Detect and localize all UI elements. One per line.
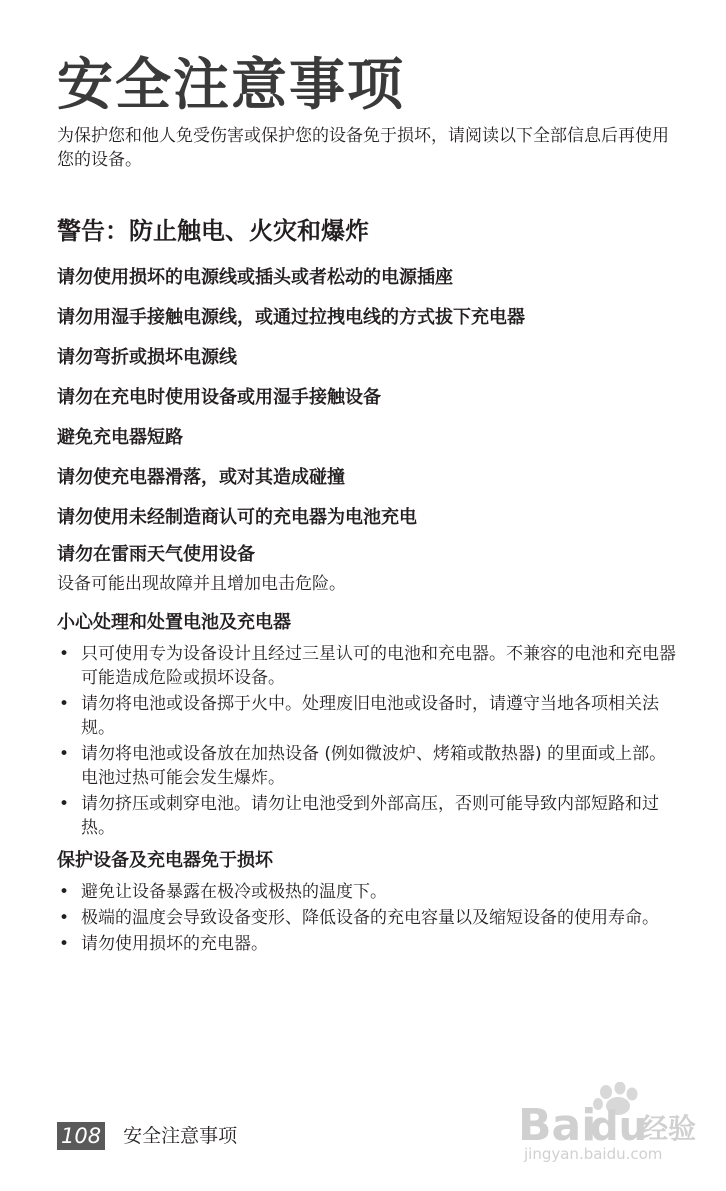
list-item <box>57 906 677 930</box>
list-item <box>57 792 677 840</box>
list-item-text: 请勿将电池或设备放在加热设备 (例如微波炉、烤箱或散热器) 的里面或上部。电池过热可能会发生爆炸。 <box>81 744 667 788</box>
warning-item: 请勿使用未经制造商认可的充电器为电池充电 <box>57 507 417 528</box>
protect-bullet-list <box>57 880 677 956</box>
page-number: 108 <box>57 1122 105 1150</box>
bullet-icon: • <box>59 744 70 764</box>
watermark-product: 经验 <box>640 1112 697 1145</box>
watermark-url: jingyan.baidu.com <box>524 1145 663 1163</box>
bullet-icon: • <box>59 694 70 714</box>
intro-text: 为保护您和他人免受伤害或保护您的设备免于损坏，请阅读以下全部信息后再使用您的设备。 <box>57 126 669 170</box>
warning-item: 请勿在充电时使用设备或用湿手接触设备 <box>57 387 381 408</box>
page-title: 安全注意事项 <box>57 53 405 118</box>
watermark-brand: Bai <box>518 1100 597 1151</box>
bullet-icon: • <box>59 644 70 664</box>
list-item <box>57 880 677 904</box>
warning-item: 请勿弯折或损坏电源线 <box>57 347 237 368</box>
battery-bullet-list <box>57 642 677 840</box>
baidu-jingyan-watermark <box>518 1082 698 1164</box>
bullet-icon: • <box>59 908 70 928</box>
list-item <box>57 642 677 690</box>
thunder-text: 设备可能出现故障并且增加电击危险。 <box>57 574 346 594</box>
warning-item: 避免充电器短路 <box>57 427 183 448</box>
page-footer <box>57 1122 237 1150</box>
thunder-title: 请勿在雷雨天气使用设备 <box>57 544 255 565</box>
list-item-text: 请勿使用损坏的充电器。 <box>81 934 268 954</box>
list-item <box>57 692 677 740</box>
watermark-brand-suffix: du <box>590 1104 648 1150</box>
list-item-text: 极端的温度会导致设备变形、降低设备的充电容量以及缩短设备的使用寿命。 <box>81 908 659 928</box>
list-item-text: 请勿挤压或刺穿电池。请勿让电池受到外部高压，否则可能导致内部短路和过热。 <box>81 794 659 838</box>
bullet-icon: • <box>59 794 70 814</box>
warning-heading: 警告：防止触电、火灾和爆炸 <box>57 217 369 245</box>
list-item-text: 请勿将电池或设备掷于火中。处理废旧电池或设备时，请遵守当地各项相关法规。 <box>81 694 659 738</box>
battery-section-title: 小心处理和处置电池及充电器 <box>57 612 291 633</box>
list-item <box>57 932 677 956</box>
protect-section-title: 保护设备及充电器免于损坏 <box>57 850 273 871</box>
bullet-icon: • <box>59 934 70 954</box>
list-item-text: 只可使用专为设备设计且经过三星认可的电池和充电器。不兼容的电池和充电器可能造成危险或损坏设备。 <box>81 644 676 688</box>
warning-item: 请勿使用损坏的电源线或插头或者松动的电源插座 <box>57 267 453 288</box>
list-item <box>57 742 677 790</box>
bullet-icon: • <box>59 882 70 902</box>
warning-item: 请勿用湿手接触电源线，或通过拉拽电线的方式拔下充电器 <box>57 307 525 328</box>
content-body <box>57 258 677 958</box>
list-item-text: 避免让设备暴露在极冷或极热的温度下。 <box>81 882 387 902</box>
footer-section-label: 安全注意事项 <box>123 1125 238 1147</box>
warning-item: 请勿使充电器滑落，或对其造成碰撞 <box>57 467 345 488</box>
